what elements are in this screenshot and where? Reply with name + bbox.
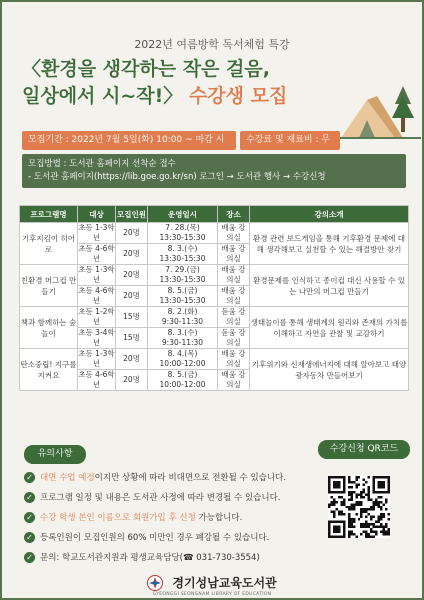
header-description: 강의소개: [250, 206, 409, 223]
header-target: 대상: [78, 206, 116, 223]
poster-title: [22, 56, 362, 110]
date-text: 7. 29.(금): [165, 265, 200, 274]
count-cell: 20명: [116, 265, 148, 286]
time-text: 10:00-12:00: [159, 359, 206, 368]
program-description: 환경 관련 보드게임을 통해 기후환경 문제에 대해 생각해보고 실천할 수 있는 해결방안 찾기: [250, 223, 409, 265]
fee-info: 수강료 및 재료비 : 무: [240, 131, 340, 150]
check-icon: ✓: [24, 512, 35, 523]
place-cell: 배움 강의실: [218, 349, 250, 370]
method-line-2: - 도서관 홈페이지(https://lib.goe.go.kr/sn) 로그인 → 도서관 행사 → 수강신청: [28, 172, 326, 182]
library-name: 경기성남교육도서관: [172, 576, 277, 590]
check-icon: ✓: [24, 472, 35, 483]
notice-text: 문의: 학교도서관지원과 평생교육담당(☎ 031-730-3554): [40, 553, 260, 563]
place-cell: 돋움 강의실: [218, 328, 250, 349]
place-cell: 돋움 강의실: [218, 307, 250, 328]
notice-text: 프로그램 일정 및 내용은 도서관 사정에 따라 변경될 수 있습니다.: [40, 493, 281, 503]
datetime-cell: [148, 328, 218, 349]
program-description: 기후위기와 신재생에너지에 대해 알아보고 태양광자동차 만들어보기: [250, 349, 409, 391]
method-line-1: 모집방법 : 도서관 홈페이지 선착순 접수: [28, 159, 176, 169]
datetime-cell: [148, 265, 218, 286]
notice-item: [24, 547, 324, 567]
count-cell: 20명: [116, 223, 148, 244]
qr-label: 수강신청 QR코드: [318, 440, 410, 459]
time-text: 9:30-11:30: [161, 317, 204, 326]
place-cell: 배움 강의실: [218, 286, 250, 307]
program-name: 기후지킴이 히어로: [20, 223, 78, 265]
date-text: 8. 4.(목): [167, 349, 198, 358]
time-text: 13:30-15:30: [159, 296, 206, 305]
notice-text: 이지만 상황에 따라 비대면으로 전환될 수 있습니다.: [94, 473, 287, 483]
count-cell: 15명: [116, 328, 148, 349]
title-line-2-accent: 수강생 모집: [182, 85, 288, 107]
recruitment-period: 모집기간 : 2022년 7월 5일(화) 10:00 ~ 마감 시: [22, 131, 236, 150]
target-cell: 초등 3-4학년: [78, 328, 115, 347]
check-icon: ✓: [24, 552, 35, 563]
place-cell: 배움 강의실: [218, 223, 250, 244]
datetime-cell: [148, 370, 218, 391]
header-place: 장소: [218, 206, 250, 223]
time-text: 13:30-15:30: [159, 254, 206, 263]
check-icon: ✓: [24, 532, 35, 543]
time-text: 13:30-15:30: [159, 275, 206, 284]
notice-highlight: 대면 수업 예정: [40, 473, 95, 483]
table-row: [20, 307, 409, 328]
title-line-1: 〈환경을 생각하는 작은 걸음,: [22, 58, 270, 80]
notice-item: [24, 507, 324, 527]
place-cell: 배움 강의실: [218, 265, 250, 286]
place-cell: 배움 강의실: [218, 244, 250, 265]
count-cell: 15명: [116, 307, 148, 328]
target-cell: 초등 4-6학년: [78, 370, 115, 389]
table-row: [20, 349, 409, 370]
notice-item: [24, 527, 324, 547]
count-cell: 20명: [116, 349, 148, 370]
target-cell: 초등 4-6학년: [78, 244, 115, 263]
notice-list: [24, 467, 324, 567]
table-header-row: [20, 206, 409, 223]
header-program: 프로그램명: [20, 206, 78, 223]
date-text: 8. 3.(수): [167, 244, 198, 253]
date-text: 8. 5.(금): [167, 370, 198, 379]
library-name-en: GYEONGGI SEONGNAM LIBRARY OF EDUCATION: [152, 592, 272, 597]
notice-text: 등록인원이 모집인원의 60% 미만인 경우 폐강될 수 있습니다.: [40, 533, 270, 543]
time-text: 10:00-12:00: [159, 380, 206, 389]
target-cell: 초등 1-3학년: [78, 223, 115, 242]
time-text: 13:30-15:30: [159, 233, 206, 242]
program-description: 생태놀이를 통해 생태계의 원리와 존재의 가치를 이해하고 자연을 관찰 및 교감하기: [250, 307, 409, 349]
header-datetime: 운영일시: [148, 206, 218, 223]
datetime-cell: [148, 349, 218, 370]
program-name: 책과 함께하는 숲놀이: [20, 307, 78, 349]
datetime-cell: [148, 307, 218, 328]
notice-label: 유의사항: [24, 445, 86, 464]
title-line-2-main: 일상에서 시~작!〉: [22, 85, 183, 107]
target-cell: 초등 1-2학년: [78, 307, 115, 326]
program-name: 친환경 머그컵 만들기: [20, 265, 78, 307]
time-text: 9:30-11:30: [161, 338, 204, 347]
count-cell: 20명: [116, 244, 148, 265]
datetime-cell: [148, 286, 218, 307]
check-icon: ✓: [24, 492, 35, 503]
datetime-cell: [148, 223, 218, 244]
tent-illustration: [337, 74, 421, 144]
library-logo-icon: [147, 575, 163, 591]
notice-highlight: 수강 학생 본인 이름으로 회원가입 후 신청: [40, 513, 196, 523]
notice-item: [24, 467, 324, 487]
target-cell: 초등 1-3학년: [78, 265, 115, 284]
notice-item: [24, 487, 324, 507]
target-cell: 초등 1-3학년: [78, 349, 115, 368]
notice-text: 가능합니다.: [195, 513, 243, 523]
count-cell: 20명: [116, 370, 148, 391]
program-name: 탄소중립! 지구를 지켜요: [20, 349, 78, 391]
date-text: 8. 3.(수): [167, 328, 198, 337]
program-description: 환경문제를 인식하고 종이컵 대신 사용할 수 있는 나만의 머그컵 만들기: [250, 265, 409, 307]
poster-subtitle: 2022년 여름방학 독서체험 특강: [134, 38, 290, 51]
table-row: [20, 223, 409, 244]
target-cell: 초등 4-6학년: [78, 286, 115, 305]
schedule-table: [19, 205, 409, 391]
qr-code[interactable]: [328, 476, 390, 538]
date-text: 7. 28.(목): [165, 223, 200, 232]
date-text: 8. 2.(화): [167, 307, 198, 316]
count-cell: 20명: [116, 286, 148, 307]
date-text: 8. 5.(금): [167, 286, 198, 295]
header-count: 모집인원: [116, 206, 148, 223]
footer: [2, 572, 422, 597]
recruitment-method: [22, 154, 406, 188]
title-line-2: [22, 83, 362, 110]
datetime-cell: [148, 244, 218, 265]
place-cell: 배움 강의실: [218, 370, 250, 391]
table-row: [20, 265, 409, 286]
